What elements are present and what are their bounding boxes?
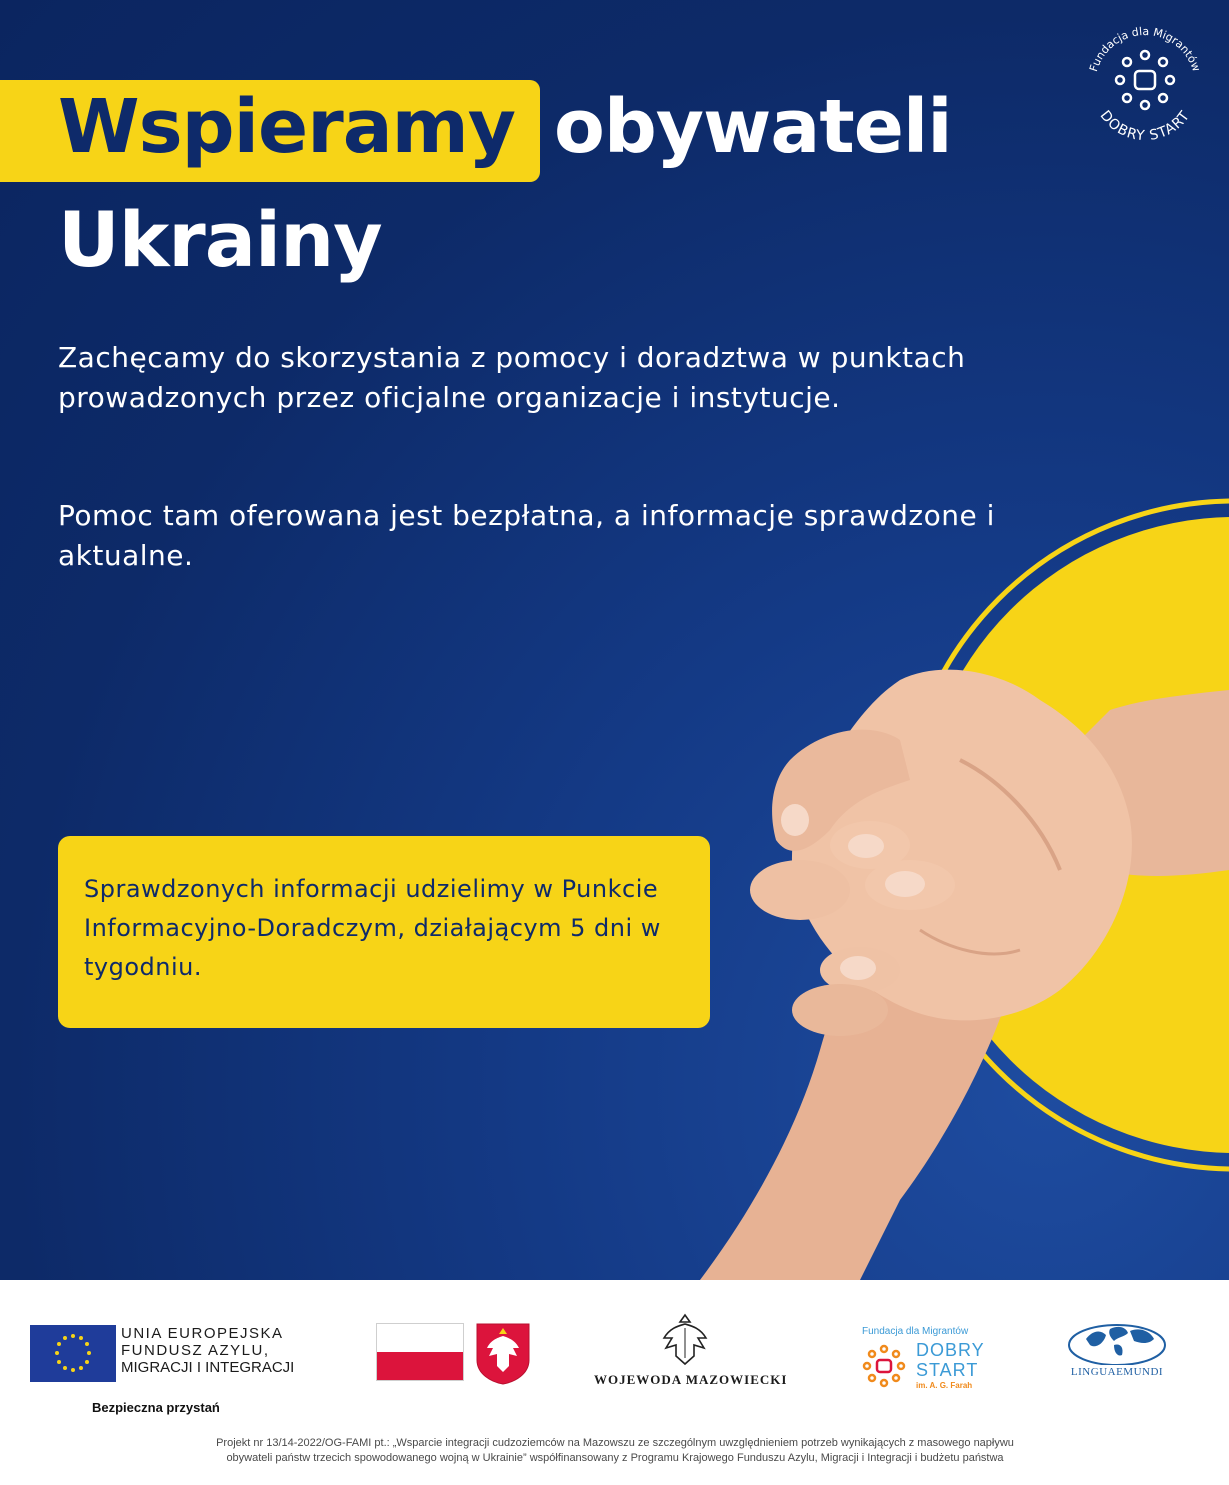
badge-arc-text: Fundacja dla Migrantów bbox=[1087, 24, 1203, 74]
foundation-name bbox=[916, 1340, 985, 1380]
dobry-start-badge-icon bbox=[1080, 15, 1210, 145]
foundation-subtitle: im. A. G. Farah bbox=[916, 1381, 973, 1390]
headline-rest: obywateli bbox=[554, 84, 952, 170]
info-callout bbox=[58, 836, 710, 1028]
lingua-mundi-label: LINGUAEMUNDI bbox=[1070, 1366, 1164, 1378]
eagle-icon bbox=[660, 1312, 710, 1366]
program-name: Bezpieczna przystań bbox=[92, 1400, 220, 1415]
poland-flag-icon bbox=[376, 1323, 464, 1381]
globe-icon bbox=[1066, 1315, 1168, 1365]
badge-bottom-text: DOBRY START bbox=[1096, 107, 1194, 145]
voivode-label: WOJEWODA MAZOWIECKI bbox=[594, 1372, 788, 1387]
intro-paragraph: Zachęcamy do skorzystania z pomocy i doradztwa w punktach prowadzonych przez oficjalne organizacje i instytucje. bbox=[58, 341, 966, 414]
eu-fund-label bbox=[121, 1325, 311, 1376]
free-help-paragraph: Pomoc tam oferowana jest bezpłatna, a informacje sprawdzone i aktualne. bbox=[58, 499, 995, 572]
svg-text:DOBRY START bbox=[1097, 108, 1194, 144]
project-note bbox=[90, 1436, 1140, 1466]
headline-highlighted-word: Wspieramy bbox=[58, 84, 515, 170]
foundation-name-line2: START bbox=[916, 1360, 979, 1380]
headline-line2: Ukrainy bbox=[58, 195, 382, 284]
eu-line-2: FUNDUSZ AZYLU, bbox=[121, 1342, 270, 1359]
callout-text: Sprawdzonych informacji udzielimy w Punkcie Informacyjno-Doradczym, działającym 5 dni w tygodniu. bbox=[84, 875, 661, 981]
poland-emblem-icon bbox=[475, 1322, 531, 1386]
eu-line-3: MIGRACJI I INTEGRACJI bbox=[121, 1359, 295, 1376]
eu-line-1: UNIA EUROPEJSKA bbox=[121, 1325, 284, 1342]
project-note-line1: Projekt nr 13/14-2022/OG-FAMI pt.: „Wsparcie integracji cudzoziemców na Mazowszu ze szczególnym uwzględnieniem potrzeb wynikających z masowego napływu bbox=[216, 1437, 1014, 1449]
eu-flag-icon bbox=[30, 1325, 116, 1382]
svg-text:Fundacja dla Migrantów bbox=[1087, 25, 1203, 73]
project-note-line2: obywateli państw trzecich spowodowanego wojną w Ukrainie” współfinansowany z Programu Krajowego Funduszu Azylu, Migracji i Integracji i budżetu państwa bbox=[226, 1452, 1004, 1464]
foundation-small-label: Fundacja dla Migrantów bbox=[862, 1326, 969, 1337]
dobry-start-logo-icon bbox=[860, 1342, 908, 1390]
foundation-name-line1: DOBRY bbox=[916, 1340, 985, 1360]
sponsor-footer bbox=[0, 1280, 1229, 1485]
